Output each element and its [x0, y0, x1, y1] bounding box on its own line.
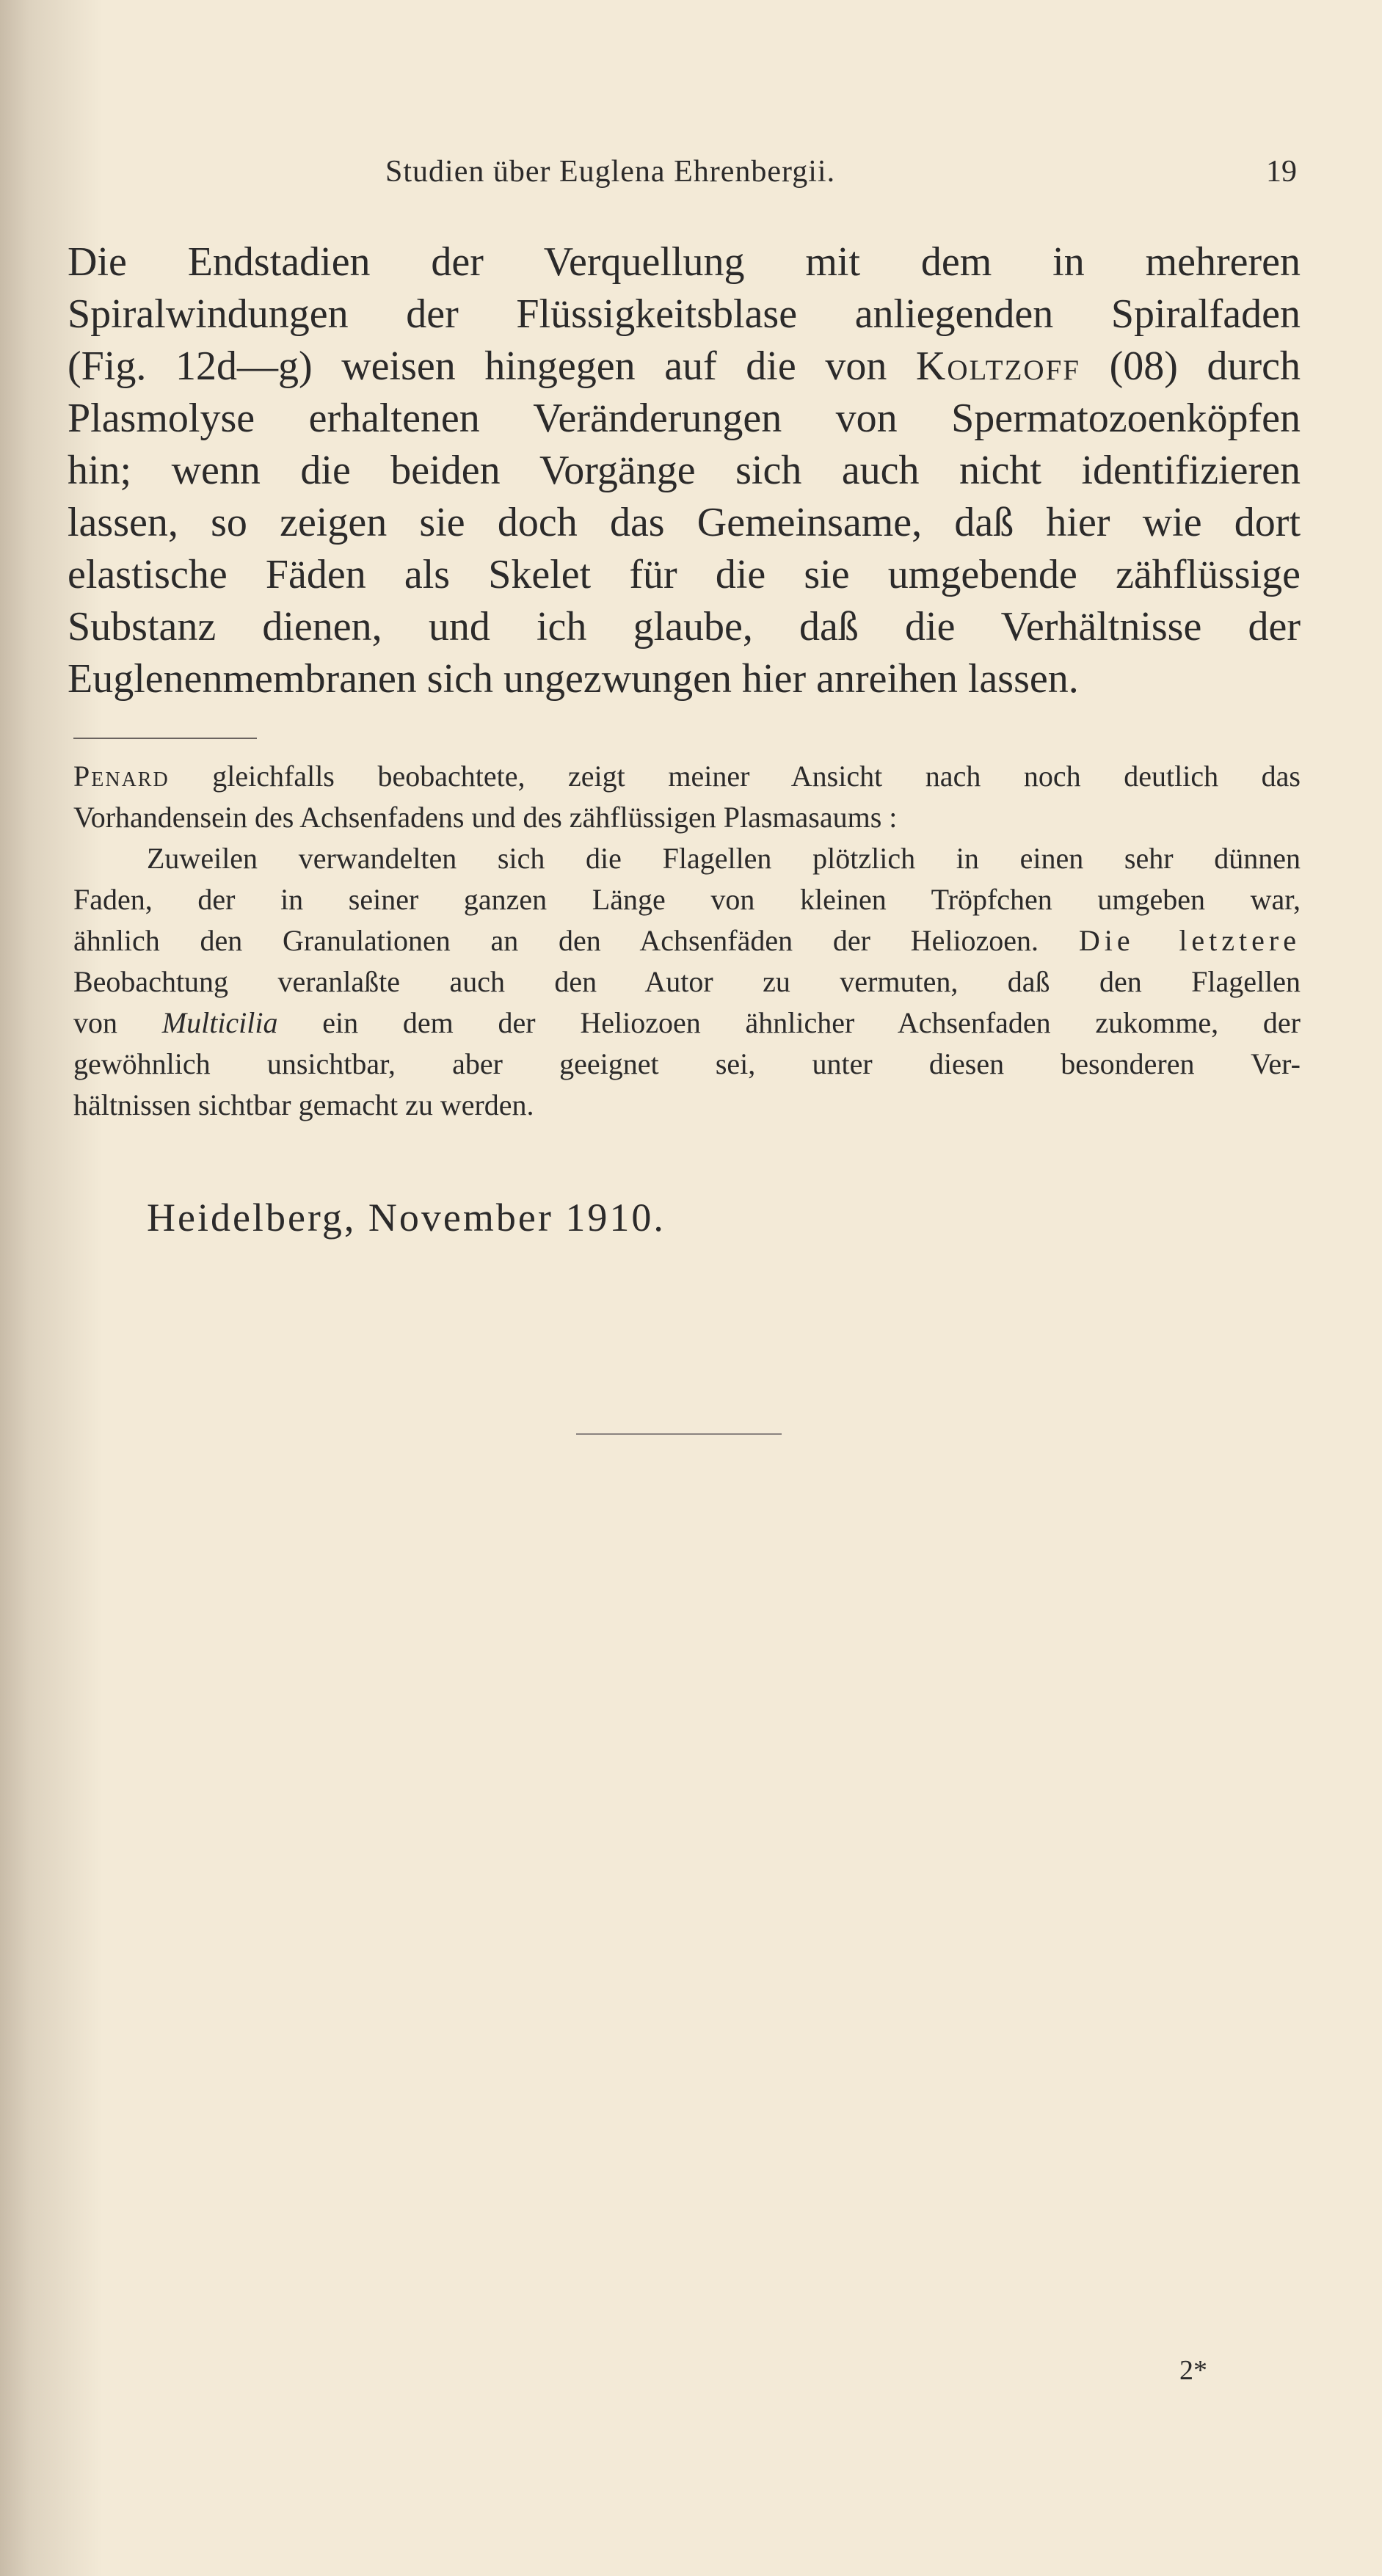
author-name-koltzoff: Koltzoff [915, 343, 1080, 389]
main-paragraph [68, 236, 1301, 705]
paragraph-line [68, 341, 1301, 393]
footnote-line [73, 1003, 1301, 1044]
author-name-penard: Penard [73, 760, 170, 793]
footnote-divider [73, 738, 257, 739]
place-date-signoff: Heidelberg, November 1910. [147, 1196, 666, 1240]
paragraph-line: elastische Fäden als Skelet für die sie umgebende zähflüssige [68, 552, 1301, 597]
footnote-line: hältnissen sichtbar gemacht zu werden. [73, 1088, 534, 1121]
paragraph-line: Euglenenmembranen sich ungezwungen hier anreihen lassen. [68, 656, 1079, 702]
footnote-line-text: ein dem der Heliozoen ähnlicher Achsenfaden zukomme, der [277, 1006, 1301, 1039]
end-divider [576, 1433, 782, 1435]
footnote-line: gewöhnlich unsichtbar, aber geeignet sei, unter diesen besonderen Ver- [73, 1047, 1301, 1080]
paragraph-line: Substanz dienen, und ich glaube, daß die Verhältnisse der [68, 604, 1301, 650]
paragraph-line-text: (08) durch [1080, 343, 1301, 389]
footnote [73, 756, 1301, 1126]
footnote-line: Beobachtung veranlaßte auch den Autor zu vermuten, daß den Flagellen [73, 965, 1301, 998]
paragraph-line: Plasmolyse erhaltenen Veränderungen von Spermatozoenköpfen [68, 396, 1301, 441]
paragraph-line: Die Endstadien der Verquellung mit dem in mehreren [68, 239, 1301, 285]
running-title: Studien über Euglena Ehrenbergii. [385, 155, 836, 189]
page-number: 19 [1266, 155, 1297, 189]
emphasized-text: Die letztere [1078, 924, 1301, 957]
footnote-line: Faden, der in seiner ganzen Länge von kleinen Tröpfchen umgeben war, [73, 883, 1301, 916]
page-header [0, 154, 1382, 198]
footnote-line-text: von [73, 1006, 162, 1039]
paragraph-line: Spiralwindungen der Flüssigkeitsblase anliegenden Spiralfaden [68, 291, 1301, 337]
paragraph-line: hin; wenn die beiden Vorgänge sich auch nicht identifizieren [68, 448, 1301, 493]
footnote-line: Vorhandensein des Achsenfadens und des zähflüssigen Plasmasaums : [73, 801, 898, 834]
signature-mark: 2* [1179, 2355, 1207, 2386]
footnote-line [73, 756, 1301, 797]
paragraph-line-text: (Fig. 12d—g) weisen hingegen auf die von [68, 343, 916, 389]
paragraph-line: lassen, so zeigen sie doch das Gemeinsame, daß hier wie dort [68, 500, 1301, 545]
genus-name: Multicilia [161, 1006, 278, 1039]
footnote-line-text: gleichfalls beobachtete, zeigt meiner Ansicht nach noch deutlich das [169, 760, 1301, 793]
footnote-line [73, 920, 1301, 961]
footnote-line-text: ähnlich den Granulationen an den Achsenfäden der Heliozoen. [73, 924, 1079, 957]
footnote-line: Zuweilen verwandelten sich die Flagellen plötzlich in einen sehr dünnen [147, 842, 1301, 875]
